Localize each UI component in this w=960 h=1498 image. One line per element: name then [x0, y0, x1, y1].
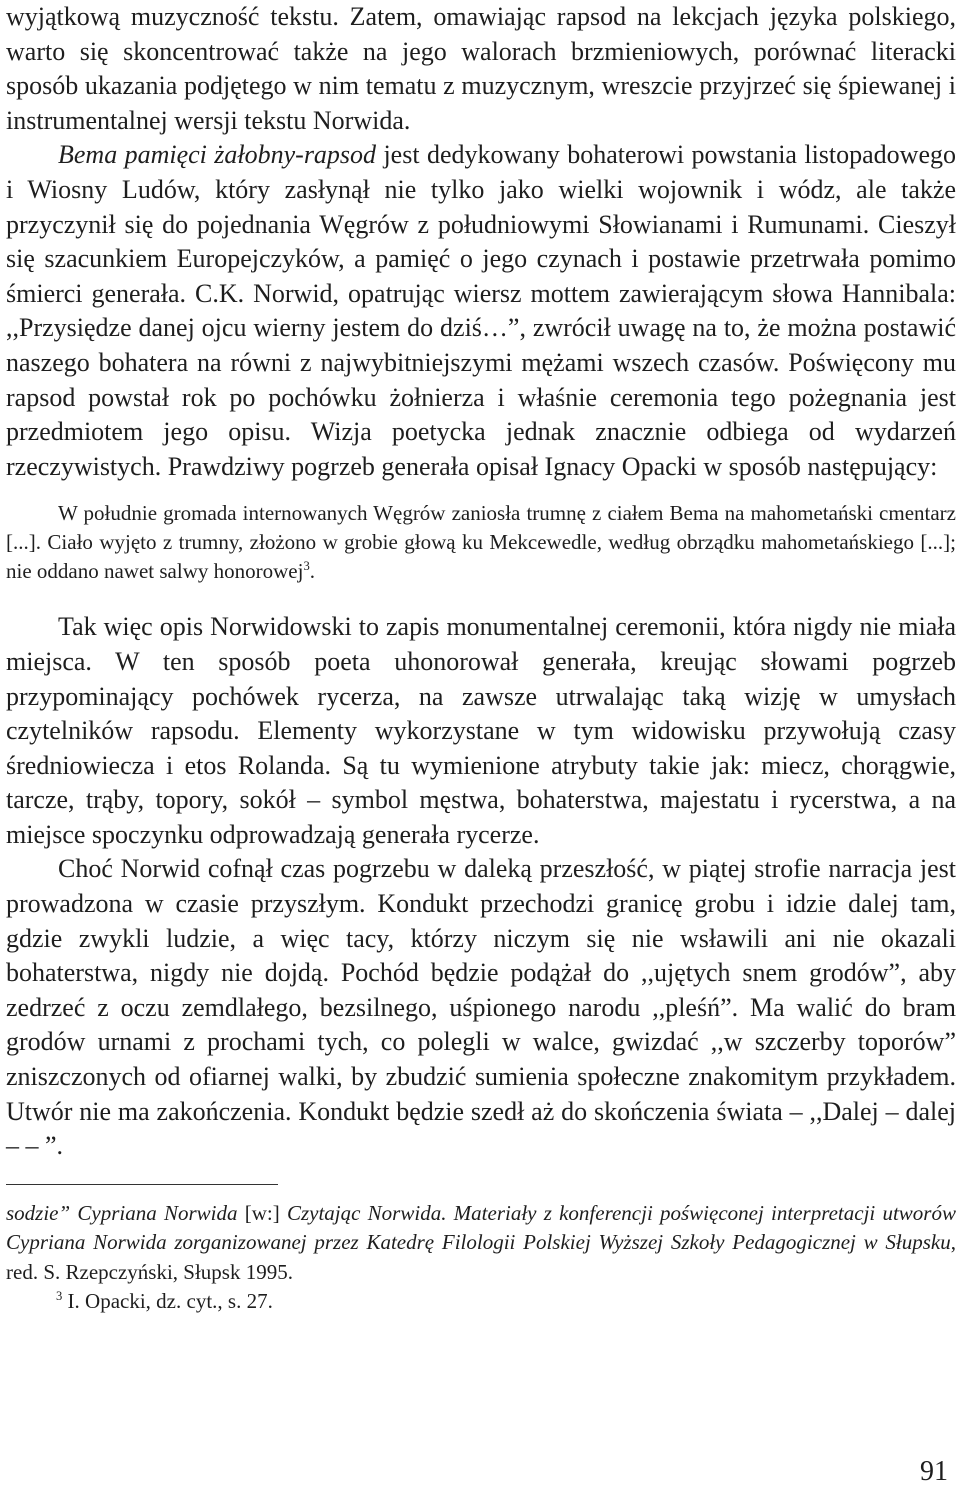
- footnote-3: [6, 1287, 956, 1317]
- main-text: [6, 0, 956, 484]
- footnote-2-continued: [6, 1199, 956, 1288]
- poem-title: Bema pamięci żałobny-rapsod: [58, 140, 377, 170]
- quote-text-wrap: [6, 499, 956, 586]
- footnote-2-pub: , red. S. Rzepczyński, Słupsk 1995.: [6, 1230, 956, 1284]
- footnote-2-title-b: Czytając Norwida. Materiały z konferencji poświęconej interpretacji utworów Cypriana Norwida zorganizowanej przez Katedrę Filologii Polskiej Wyższej Szkoły Pedagogicznej w Słupsku: [6, 1200, 956, 1255]
- footnote-divider: [6, 1184, 278, 1185]
- main-text-2: [6, 610, 956, 1164]
- paragraph-4: Choć Norwid cofnął czas pogrzebu w daleką przeszłość, w piątej strofie narracja jest prowadzona w czasie przyszłym. Kondukt przechodzi granicę grobu i idzie dalej tam, gdzie zwykli ludzie, a więc tacy, którzy niczym się nie wsławili ani nie okazali bohaterstwa, nigdy nie dojdą. Pochód będzie podążał do ,,ujętych snem grodów”, aby zedrzeć z oczu zemdlałego, bezsilnego, uśpionego narodu ,,pleśń”. Ma walić do bram grodów urnami z prochami tych, co polegli w walce, gwizdać ,,w szczerby toporów” zniszczonych od ofiarnej walki, by zbudzić sumienia społeczne znakomitym przykładem. Utwór nie ma zakończenia. Kondukt będzie szedł aż do skończenia świata – ,,Dalej – dalej – – ”.: [6, 854, 956, 1161]
- quote-end: .: [309, 559, 315, 584]
- footnote-ref-3: 3: [303, 559, 310, 574]
- paragraph-1: wyjątkową muzyczność tekstu. Zatem, omawiając rapsod na lekcjach języka polskiego, warto się skoncentrować także na jego walorach brzmieniowych, porównać literacki sposób ukazania podjętego w nim tematu z muzycznym, wreszcie przyjrzeć się śpiewanej i instrumentalnej wersji tekstu Norwida.: [6, 2, 956, 135]
- footnote-2-title-a: sodzie” Cypriana Norwida: [6, 1200, 238, 1225]
- footnote-3-text: I. Opacki, dz. cyt., s. 27.: [62, 1289, 273, 1314]
- page-number: 91: [920, 1456, 948, 1487]
- footnote-3-number: 3: [56, 1289, 63, 1304]
- paragraph-2: [6, 138, 956, 484]
- footnote-2-in: [w:]: [237, 1200, 287, 1225]
- quote-text: W południe gromada internowanych Węgrów zaniosła trumnę z ciałem Bema na mahometański cmentarz [...]. Ciało wyjęto z trumny, złożono w grobie głową ku Mekcewedle, według obrządku mahometańskiego [...]; nie oddano nawet salwy honorowej: [6, 501, 956, 584]
- paragraph-2-text: jest dedykowany bohaterowi powstania listopadowego i Wiosny Ludów, który zasłynął nie tylko jako wielki wojownik i wódz, ale także przyczynił się do pojednania Węgrów z południowymi Słowianami i Rumunami. Cieszył się szacunkiem Europejczyków, a pamięć o jego czynach i postawie przetrwała pomimo śmierci generała. C.K. Norwid, opatrując wiersz mottem zawierającym słowa Hannibala: ,,Przysiędze danej ojcu wierny jestem do dziś…”, zwrócił uwagę na to, że można postawić naszego bohatera na równi z najwybitniejszymi mężami wszech czasów. Poświęcony mu rapsod powstał rok po pochówku żołnierza i właśnie ceremonia tego pożegnania jest przedmiotem jego opisu. Wizja poetycka jednak znacznie odbiega od wydarzeń rzeczywistych. Prawdziwy pogrzeb generała opisał Ignacy Opacki w sposób następujący:: [6, 140, 956, 481]
- paragraph-3: Tak więc opis Norwidowski to zapis monumentalnej ceremonii, która nigdy nie miała miejsca. W ten sposób poeta uhonorował generała, kreując słowami pogrzeb przypominający pochówek rycerza, na zawsze utrwalając taką wizję w umysłach czytelników rapsodu. Elementy wykorzystane w tym widowisku przywołują czasy średniowiecza i etos Rolanda. Są tu wymienione atrybuty takie jak: miecz, chorągwie, tarcze, trąby, topory, sokół – symbol męstwa, bohaterstwa, majestatu i rycerstwa, a na miejsce spoczynku odprowadzają generała rycerze.: [6, 612, 956, 849]
- block-quote: [6, 499, 956, 586]
